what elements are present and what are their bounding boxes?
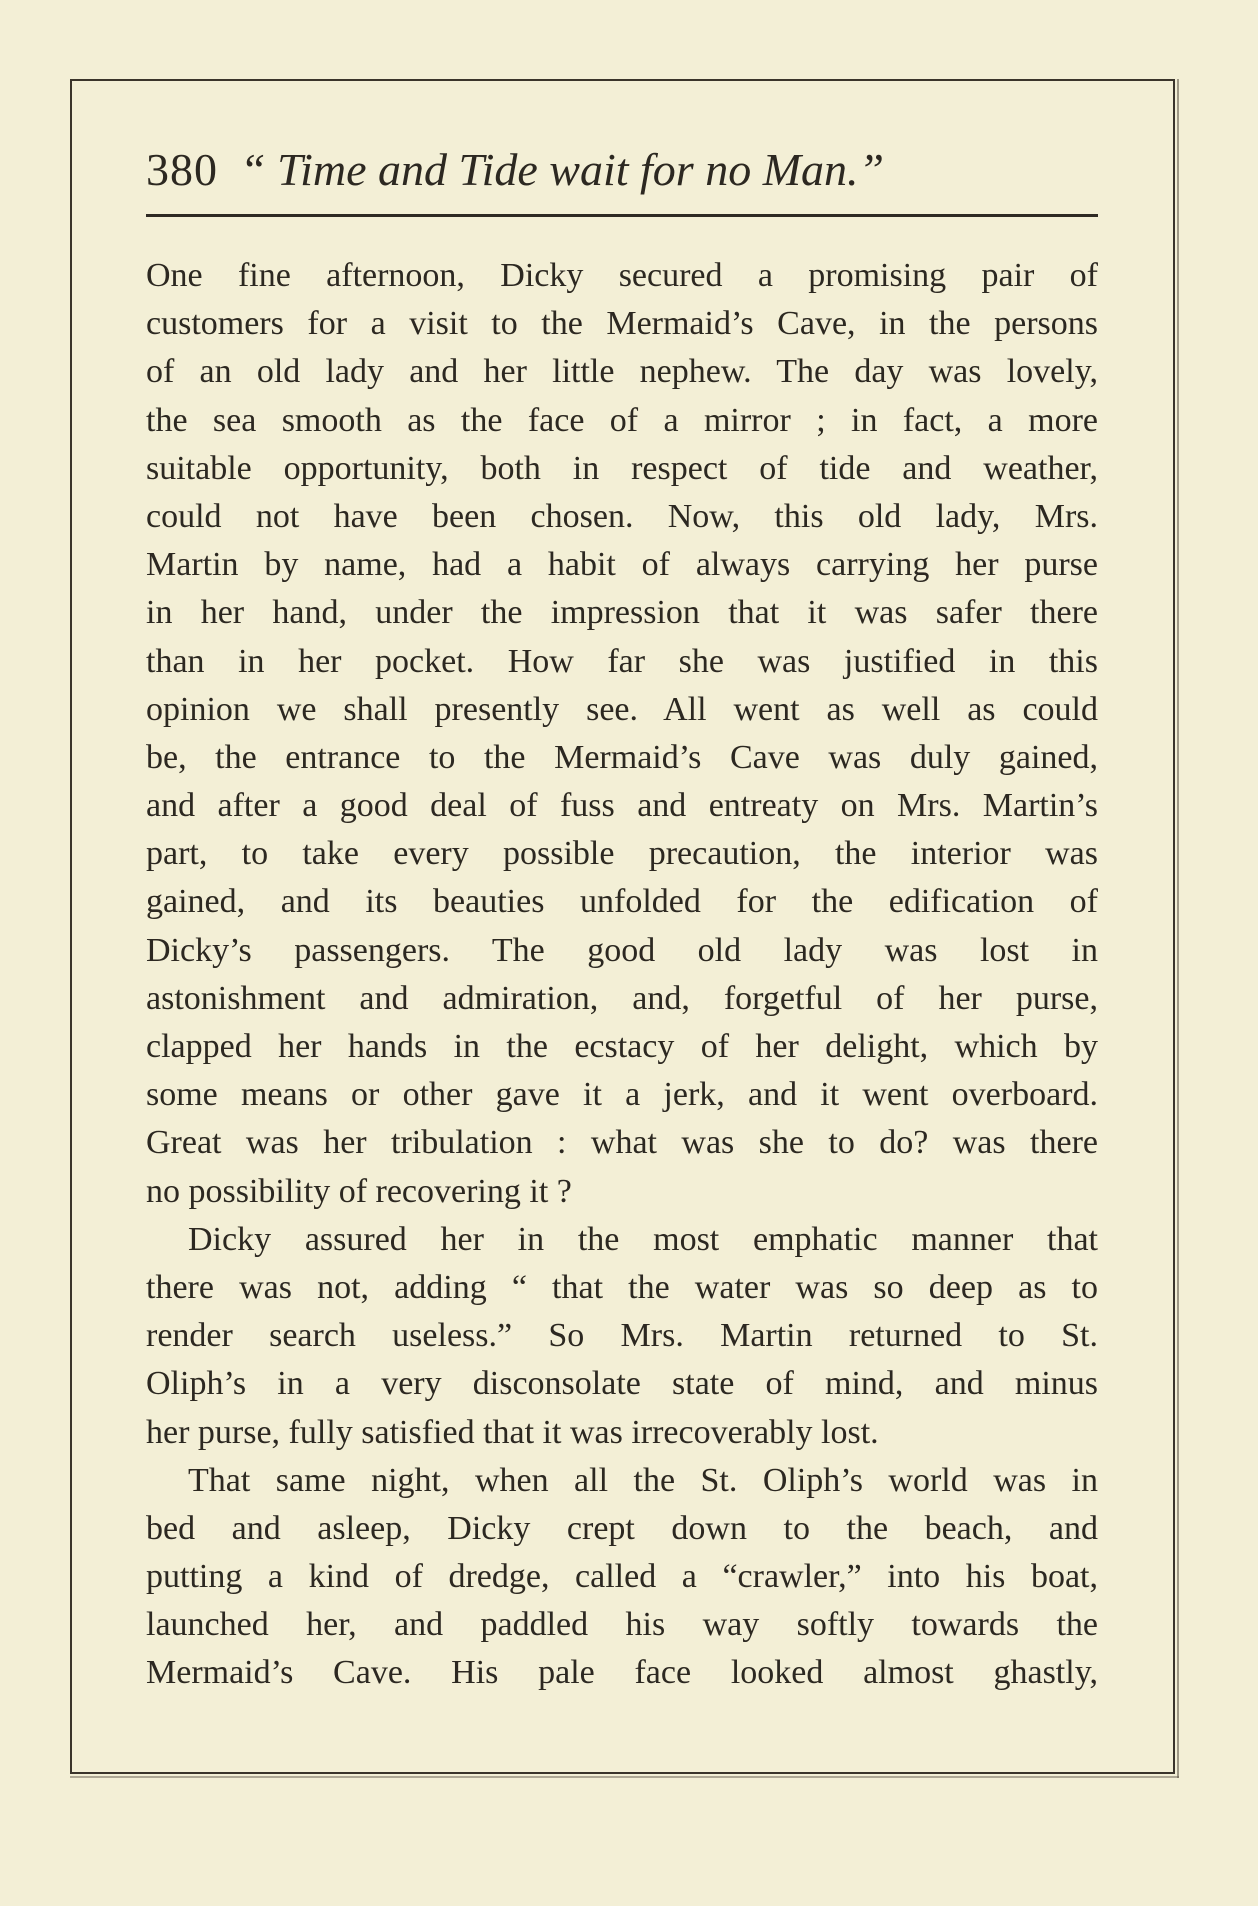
text-line: Dicky’s passengers. The good old lady was lost in xyxy=(146,931,1098,969)
body-text xyxy=(146,252,1098,1698)
text-line: part, to take every possible precaution, the interior was xyxy=(146,835,1098,873)
page-number: 380 xyxy=(146,144,218,195)
text-line: putting a kind of dredge, called a “crawler,” into his boat, xyxy=(146,1558,1098,1596)
text-line: Martin by name, had a habit of always carrying her purse xyxy=(146,546,1098,584)
text-line: than in her pocket. How far she was justified in this xyxy=(146,642,1098,680)
text-line: Mermaid’s Cave. His pale face looked almost ghastly, xyxy=(146,1654,1098,1692)
text-line: customers for a visit to the Mermaid’s Cave, in the persons xyxy=(146,305,1098,343)
text-line: there was not, adding “ that the water was so deep as to xyxy=(146,1268,1098,1306)
page-border-edge-bottom xyxy=(70,1776,1179,1778)
text-line: suitable opportunity, both in respect of tide and weather, xyxy=(146,449,1098,487)
text-line: of an old lady and her little nephew. The day was lovely, xyxy=(146,353,1098,391)
text-line: Oliph’s in a very disconsolate state of mind, and minus xyxy=(146,1365,1098,1403)
text-line: clapped her hands in the ecstacy of her delight, which by xyxy=(146,1028,1098,1065)
text-line: bed and asleep, Dicky crept down to the beach, and xyxy=(146,1509,1098,1547)
running-head xyxy=(146,138,1096,202)
text-line: some means or other gave it a jerk, and it went overboard. xyxy=(146,1076,1098,1114)
text-line: gained, and its beauties unfolded for the edification of xyxy=(146,883,1098,921)
text-line: in her hand, under the impression that it was safer there xyxy=(146,594,1098,632)
page-border-edge-right xyxy=(1177,79,1179,1778)
text-line: her purse, fully satisfied that it was irrecoverably lost. xyxy=(146,1413,879,1451)
text-line: Dicky assured her in the most emphatic manner that xyxy=(188,1220,1098,1258)
text-line: astonishment and admiration, and, forgetful of her purse, xyxy=(146,979,1098,1017)
header-rule xyxy=(146,214,1098,217)
text-line: could not have been chosen. Now, this old lady, Mrs. xyxy=(146,497,1098,535)
text-line: launched her, and paddled his way softly towards the xyxy=(146,1606,1098,1644)
text-line: One fine afternoon, Dicky secured a promising pair of xyxy=(146,257,1098,294)
text-line: and after a good deal of fuss and entreaty on Mrs. Martin’s xyxy=(146,787,1098,825)
text-line: That same night, when all the St. Oliph’s world was in xyxy=(188,1461,1098,1499)
text-line: the sea smooth as the face of a mirror ; in fact, a more xyxy=(146,401,1098,439)
text-line: opinion we shall presently see. All went as well as could xyxy=(146,690,1098,728)
text-line: Great was her tribulation : what was she to do? was there xyxy=(146,1124,1098,1162)
text-line: render search useless.” So Mrs. Martin returned to St. xyxy=(146,1317,1098,1355)
running-title: “ Time and Tide wait for no Man.” xyxy=(240,144,885,195)
text-line: no possibility of recovering it ? xyxy=(146,1172,572,1210)
text-line: be, the entrance to the Mermaid’s Cave was duly gained, xyxy=(146,738,1098,776)
